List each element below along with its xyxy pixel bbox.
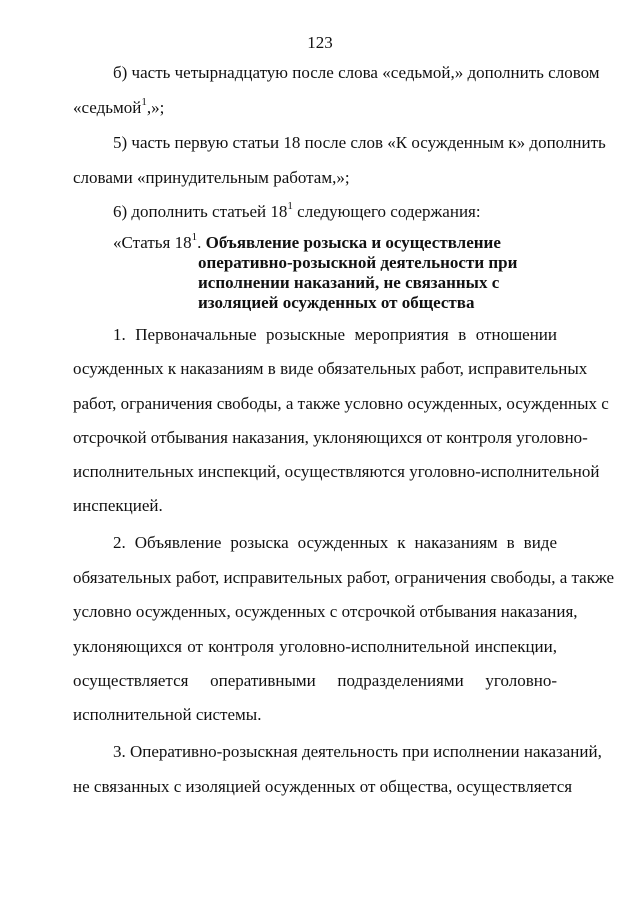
paragraph-1-line-3: работ, ограничения свободы, а также условно осужденных, осужденных с	[73, 394, 609, 413]
superscript: 1	[191, 231, 198, 244]
paragraph-1-line-4: отсрочкой отбывания наказания, уклоняющихся от контроля уголовно-	[73, 428, 588, 447]
superscript: 1	[287, 200, 293, 213]
paragraph-1-line-2: осужденных к наказаниям в виде обязательных работ, исправительных	[73, 359, 588, 378]
paragraph-2-line-2: обязательных работ, исправительных работ, ограничения свободы, а также	[73, 568, 615, 587]
page-number: 123	[307, 33, 333, 52]
superscript: 1	[141, 96, 147, 109]
paragraph-1-line-1: 1. Первоначальные розыскные мероприятия в отношении	[113, 325, 557, 344]
paragraph-2-line-6: исполнительной системы.	[73, 705, 262, 724]
paragraph-2-line-1: 2. Объявление розыска осужденных к наказаниям в виде	[113, 533, 557, 552]
article-title-line-1: Объявление розыска и осуществление	[205, 233, 501, 252]
article-title-line-2: оперативно-розыскной деятельности при	[198, 253, 518, 272]
paragraph-2-line-4: уклоняющихся от контроля уголовно-исполнительной инспекции,	[73, 637, 557, 656]
paragraph-2-line-3: условно осужденных, осужденных с отсрочкой отбывания наказания,	[73, 602, 578, 621]
item-b-line-2	[73, 98, 557, 118]
item-b-text-end: ,»;	[146, 98, 165, 117]
item-b-text: «седьмой	[73, 98, 142, 117]
paragraph-3-line-2: не связанных с изоляцией осужденных от общества, осуществляется	[73, 777, 573, 796]
item-6-text: 6) дополнить статьей 18	[113, 202, 288, 221]
paragraph-3-line-1: 3. Оперативно-розыскная деятельность при исполнении наказаний,	[113, 742, 602, 761]
paragraph-2-line-5: осуществляется оперативными подразделениями уголовно-	[73, 671, 557, 690]
article-title-line-3: исполнении наказаний, не связанных с	[198, 273, 500, 292]
item-b-line-1: б) часть четырнадцатую после слова «седьмой,» дополнить словом	[113, 63, 600, 82]
item-6-text-end: следующего содержания:	[292, 202, 481, 221]
article-title-line-4: изоляцией осужденных от общества	[198, 293, 475, 312]
item-6-line	[113, 202, 597, 222]
item-5-line-1: 5) часть первую статьи 18 после слов «К осужденным к» дополнить	[113, 133, 606, 152]
article-label-dot: .	[197, 233, 202, 252]
paragraph-1-line-6: инспекцией.	[73, 496, 163, 515]
article-heading	[113, 233, 573, 253]
item-5-line-2: словами «принудительным работам,»;	[73, 168, 350, 187]
paragraph-1-line-5: исполнительных инспекций, осуществляются уголовно-исполнительной	[73, 462, 600, 481]
article-label: «Статья 18	[113, 233, 192, 252]
